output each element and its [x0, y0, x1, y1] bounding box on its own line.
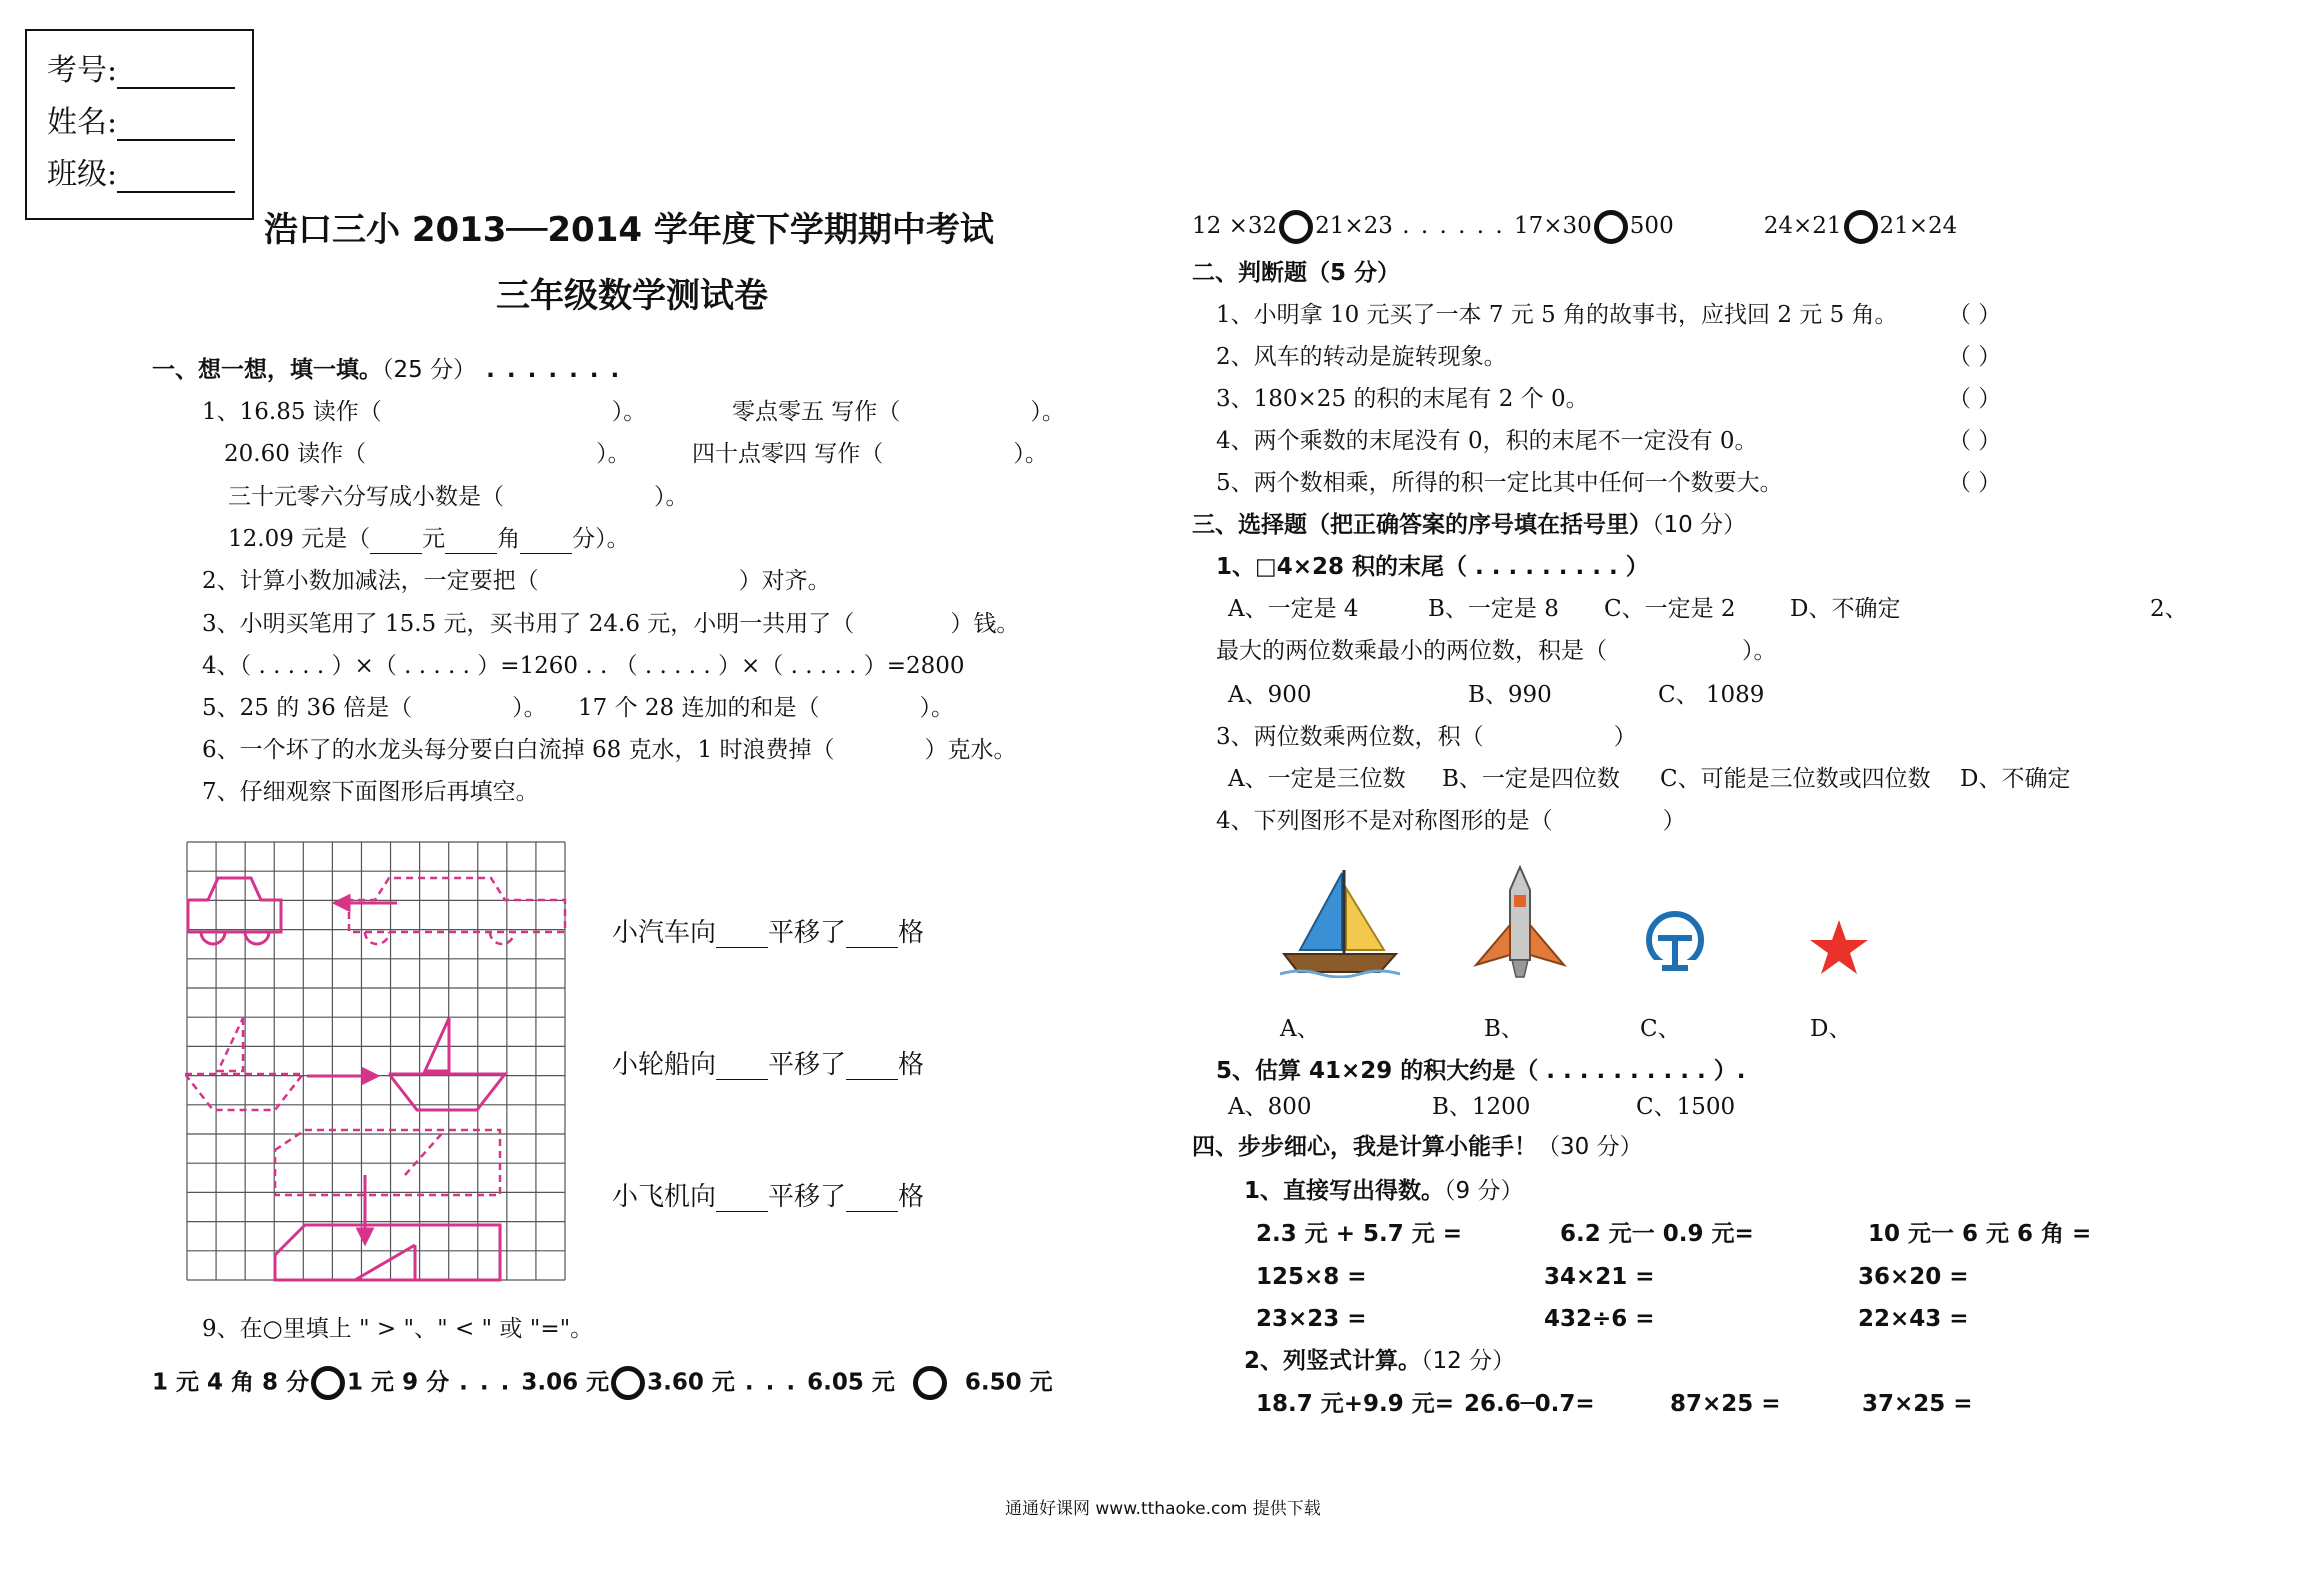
red-star-icon	[1808, 918, 1870, 978]
q9: 9、在○里填上 " > "、" < " 或 "="。	[202, 1316, 594, 1342]
calc-4-1: 18.7 元+9.9 元=	[1256, 1391, 1455, 1417]
q6: 6、一个坏了的水龙头每分要白白流掉 68 克水，1 时浪费掉（ ）克水。	[202, 737, 1017, 763]
judge-1: 1、小明拿 10 元买了一本 7 元 5 角的故事书，应找回 2 元 5 角。	[1216, 302, 1898, 328]
q5b: 17 个 28 连加的和是（ ）。	[578, 695, 954, 721]
calc-3-3: 22×43 =	[1858, 1306, 1969, 1332]
footer-credit: 通通好课网 www.tthaoke.com 提供下载	[1005, 1499, 1321, 1519]
judge-4: 4、两个乘数的末尾没有 0，积的末尾不一定没有 0。	[1216, 428, 1758, 454]
name-field[interactable]	[47, 97, 235, 141]
calc-2-2: 34×21 =	[1544, 1264, 1655, 1290]
translation-grid-figure	[185, 840, 570, 1282]
choice-5-opt-a: A、800	[1228, 1094, 1312, 1120]
boat-question: 小轮船向 平移了 格	[612, 1050, 925, 1080]
choice-5-opt-b: B、1200	[1432, 1094, 1531, 1120]
choice-3-opt-c: C、可能是三位数或四位数	[1660, 766, 1931, 792]
section-1-title: 一、想一想，填一填。（25 分） . . . . . . .	[152, 357, 622, 383]
rocket-icon	[1470, 865, 1570, 980]
choice-5-opt-c: C、1500	[1636, 1094, 1736, 1120]
choice-1-opt-d: D、不确定	[1790, 596, 1901, 622]
boat-shape	[389, 1018, 505, 1110]
plane-question: 小飞机向 平移了 格	[612, 1182, 925, 1212]
choice-1: 1、□4×28 积的末尾（ . . . . . . . . . ）	[1216, 554, 1649, 580]
car-arrow	[335, 896, 397, 910]
section-4-1-title: 1、直接写出得数。（9 分）	[1244, 1178, 1524, 1204]
car-question: 小汽车向 平移了 格	[612, 918, 925, 948]
section-4-title: 四、步步细心，我是计算小能手！（30 分）	[1192, 1134, 1643, 1160]
calc-4-2: 26.6─0.7=	[1464, 1391, 1595, 1417]
q1f: 12.09 元是（ 元 角 分）。	[228, 526, 630, 552]
calc-3-2: 432÷6 =	[1544, 1306, 1655, 1332]
q1c: 20.60 读作（ ）。	[224, 441, 631, 467]
section-4-2-title: 2、列竖式计算。（12 分）	[1244, 1348, 1516, 1374]
choice-2: 最大的两位数乘最小的两位数，积是（ ）。	[1216, 638, 1777, 664]
compare-circle[interactable]	[1594, 210, 1628, 244]
sailboat-icon	[1280, 868, 1400, 978]
choice-5: 5、估算 41×29 的积大约是（ . . . . . . . . . . ）.	[1216, 1058, 1746, 1084]
section-3-title: 三、选择题（把正确答案的序号填在括号里）（10 分）	[1192, 512, 1747, 538]
compare-row: 12 ×32 21×23 . . . . . . 17×30 500 24×21 21×24	[1192, 210, 1957, 244]
q3: 3、小明买笔用了 15.5 元，买书用了 24.6 元，小明一共用了（ ）钱。	[202, 611, 1020, 637]
calc-1-3: 10 元一 6 元 6 角 =	[1868, 1221, 2092, 1247]
plane-shape	[275, 1225, 500, 1280]
choice-2-opt-a: A、900	[1228, 682, 1312, 708]
choice-1-opt-b: B、一定是 8	[1428, 596, 1559, 622]
choice-2-opt-b: B、990	[1468, 682, 1552, 708]
car-shape-dashed	[349, 878, 565, 944]
judge-3-answer[interactable]: （ ）	[1948, 386, 2002, 412]
choice-2-opt-c: C、 1089	[1658, 682, 1765, 708]
exam-number-label: 考号:	[47, 53, 118, 88]
plane-arrow	[358, 1175, 372, 1243]
class-label: 班级:	[47, 157, 118, 192]
q7: 7、仔细观察下面图形后再填空。	[202, 779, 539, 805]
choice-3: 3、两位数乘两位数，积（ ）	[1216, 724, 1637, 750]
compare-circle[interactable]	[1279, 210, 1313, 244]
judge-4-answer[interactable]: （ ）	[1948, 428, 2002, 454]
exam-subtitle: 三年级数学测试卷	[496, 276, 768, 316]
compare-circle[interactable]	[611, 1366, 645, 1400]
q1e: 三十元零六分写成小数是（ ）。	[228, 484, 689, 510]
car-shape	[188, 878, 281, 944]
choice-3-opt-b: B、一定是四位数	[1442, 766, 1620, 792]
figure-label-b: B、	[1484, 1016, 1524, 1042]
calc-1-1: 2.3 元 + 5.7 元 =	[1256, 1221, 1463, 1247]
choice-2-number: 2、	[2150, 596, 2188, 622]
judge-1-answer[interactable]: （ ）	[1948, 302, 2002, 328]
exam-title: 浩口三小 2013──2014 学年度下学期期中考试	[264, 210, 994, 250]
q1d: 四十点零四 写作（ ）。	[692, 441, 1048, 467]
judge-2-answer[interactable]: （ ）	[1948, 344, 2002, 370]
calc-3-1: 23×23 =	[1256, 1306, 1367, 1332]
choice-3-opt-a: A、一定是三位数	[1228, 766, 1406, 792]
figure-label-d: D、	[1810, 1016, 1852, 1042]
q2: 2、计算小数加减法，一定要把（ ）对齐。	[202, 568, 831, 594]
exam-number-field[interactable]	[47, 45, 235, 89]
choice-1-opt-c: C、一定是 2	[1604, 596, 1736, 622]
plane-shape-dashed	[275, 1130, 500, 1195]
compare-circle[interactable]	[913, 1366, 947, 1400]
compare-circle[interactable]	[1844, 210, 1878, 244]
calc-4-3: 87×25 =	[1670, 1391, 1781, 1417]
q9-items: 1 元 4 角 8 分 1 元 9 分 . . . 3.06 元 3.60 元 . . . 6.05 元 6.50 元	[152, 1366, 1053, 1400]
section-2-title: 二、判断题（5 分）	[1192, 260, 1401, 286]
q1a: 1、16.85 读作（ ）。	[202, 399, 647, 425]
calc-2-3: 36×20 =	[1858, 1264, 1969, 1290]
judge-2: 2、风车的转动是旋转现象。	[1216, 344, 1507, 370]
judge-5-answer[interactable]: （ ）	[1948, 470, 2002, 496]
boat-shape-dashed	[185, 1018, 303, 1110]
boat-arrow	[307, 1069, 377, 1083]
choice-1-opt-a: A、一定是 4	[1228, 596, 1359, 622]
calc-2-1: 125×8 =	[1256, 1264, 1367, 1290]
figure-label-c: C、	[1640, 1016, 1681, 1042]
figure-label-a: A、	[1280, 1016, 1320, 1042]
judge-5: 5、两个数相乘，所得的积一定比其中任何一个数要大。	[1216, 470, 1783, 496]
name-label: 姓名:	[47, 105, 118, 140]
student-id-box	[25, 29, 254, 220]
q1b: 零点零五 写作（ ）。	[732, 399, 1065, 425]
judge-3: 3、180×25 的积的末尾有 2 个 0。	[1216, 386, 1589, 412]
choice-4: 4、下列图形不是对称图形的是（ ）	[1216, 808, 1686, 834]
calc-4-4: 37×25 =	[1862, 1391, 1973, 1417]
metro-logo-icon	[1640, 908, 1710, 978]
class-field[interactable]	[47, 149, 235, 193]
calc-1-2: 6.2 元一 0.9 元=	[1560, 1221, 1754, 1247]
compare-circle[interactable]	[311, 1366, 345, 1400]
q5a: 5、25 的 36 倍是（ ）。	[202, 695, 547, 721]
choice-3-opt-d: D、不确定	[1960, 766, 2071, 792]
q4: 4、（ . . . . . ）×（ . . . . . ）=1260 . . （ . . . . . ）×（ . . . . . ）=2800	[202, 653, 965, 679]
